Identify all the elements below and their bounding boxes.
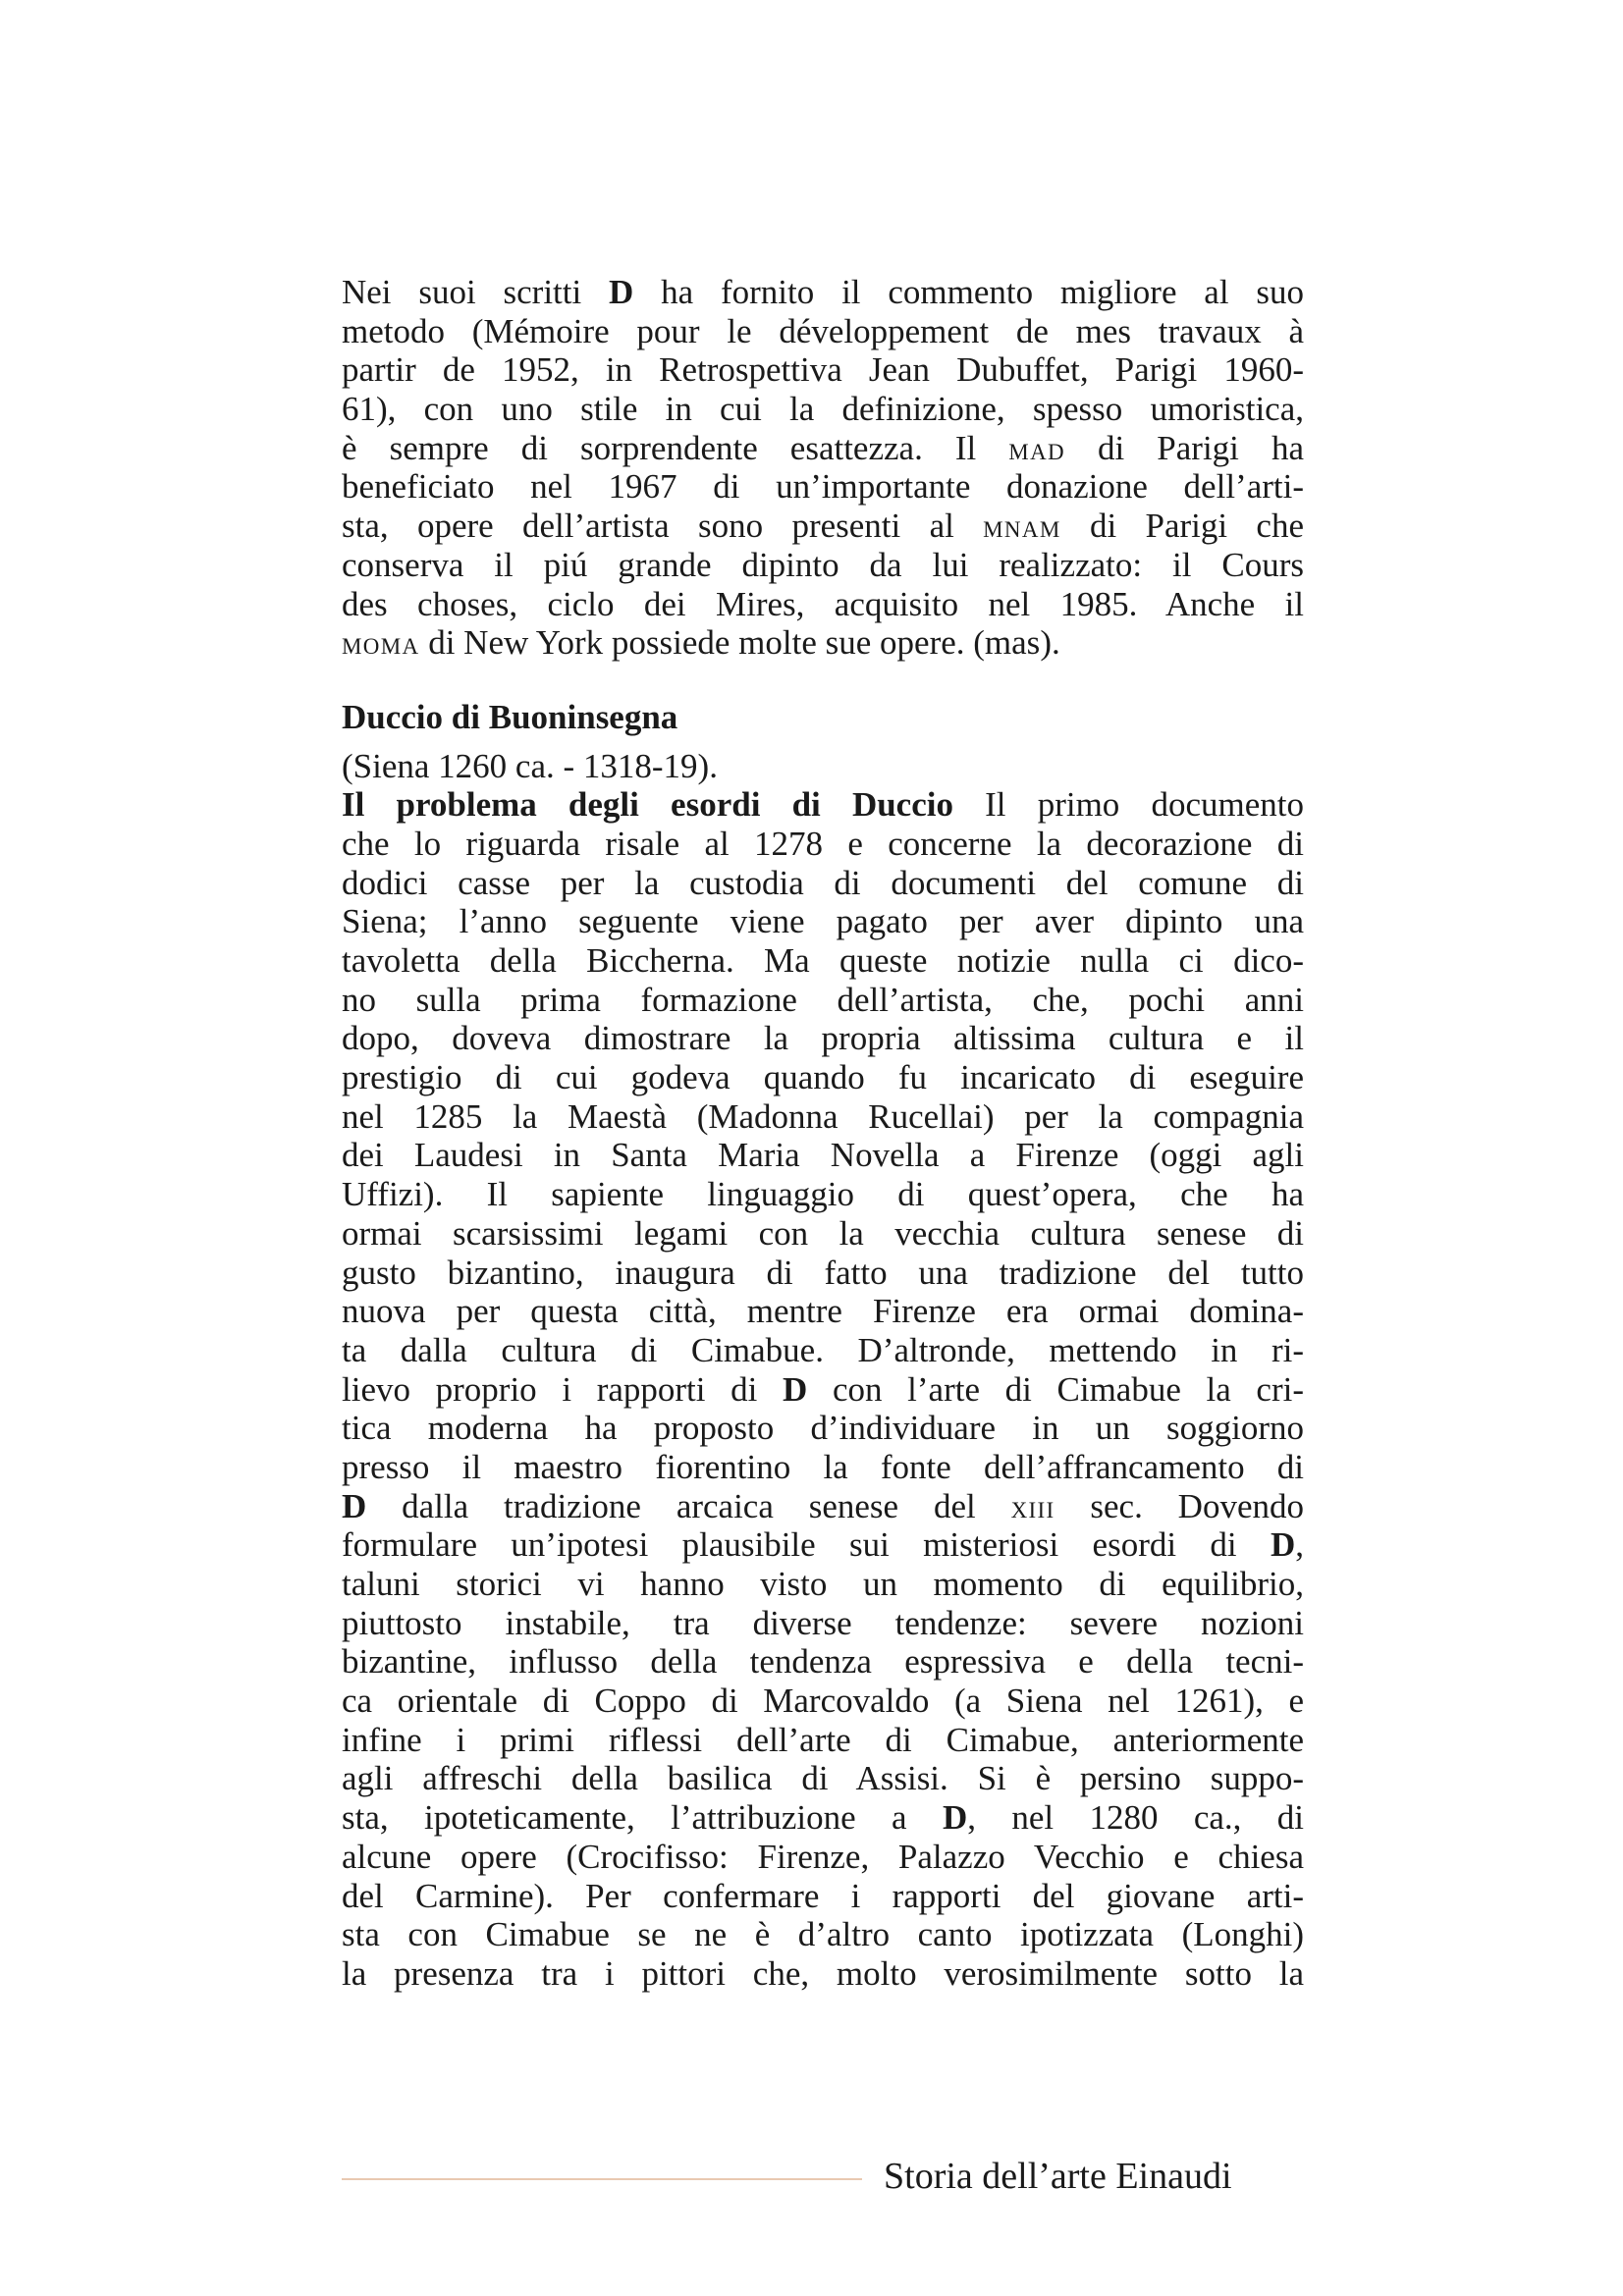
text-run: prestigio di cui godeva quando fu incaricato di eseguire (342, 1058, 1304, 1097)
text-run: : Firenze, Palazzo Vecchio e chiesa (719, 1837, 1304, 1876)
text-line (342, 1838, 1304, 1877)
text-line (342, 1370, 1304, 1410)
text-run: , Parigi 1960- (1079, 350, 1304, 390)
text-line (342, 1877, 1304, 1916)
text-line (342, 1915, 1304, 1954)
text-run: conserva il piú grande dipinto da lui realizzato: il (342, 545, 1222, 584)
text-line (342, 1448, 1304, 1487)
footer-title: Storia dell’arte Einaudi (884, 2156, 1232, 2197)
text-run: dopo, doveva dimostrare la propria altissima cultura e il (342, 1019, 1304, 1058)
text-run: alcune opere ( (342, 1837, 578, 1876)
text-run: ca orientale di Coppo di Marcovaldo (a Siena nel 1261), e (342, 1682, 1304, 1721)
italic-run: Mémoire pour le développement de mes travaux à (483, 311, 1305, 350)
bold-run: Il problema degli esordi di Duccio (342, 785, 953, 825)
text-run: ). (1040, 623, 1060, 663)
text-line (342, 1019, 1304, 1058)
text-run: ha fornito il commento migliore al suo (633, 273, 1304, 311)
italic-run: Mires (716, 584, 796, 623)
text-line (342, 1525, 1304, 1565)
text-run: dalla tradizione arcaica senese del (366, 1486, 1011, 1525)
page-body (342, 273, 1304, 1994)
text-line (342, 1954, 1304, 1994)
entry-duccio (342, 698, 1304, 1994)
text-line (342, 747, 1304, 786)
text-line (342, 1214, 1304, 1254)
text-line (342, 1292, 1304, 1331)
text-run: (Siena 1260 ca. - 1318-19). (342, 746, 718, 785)
text-line (342, 941, 1304, 981)
text-line (342, 1136, 1304, 1175)
text-run: dei Laudesi in Santa Maria Novella a Firenze (oggi agli (342, 1136, 1304, 1175)
text-run: sec. Dovendo (1055, 1486, 1304, 1525)
text-run: presso il maestro fiorentino la fonte dell’affrancamento di (342, 1447, 1304, 1486)
text-line (342, 390, 1304, 429)
text-run: taluni storici vi hanno visto un momento di equilibrio, (342, 1565, 1304, 1603)
text-run: agli affreschi della basilica di Assisi. Si è persino suppo- (342, 1759, 1304, 1798)
text-line (342, 1682, 1304, 1721)
text-line (342, 312, 1304, 351)
text-run: sta, opere dell’artista sono presenti al (342, 507, 984, 546)
text-line (342, 1058, 1304, 1097)
text-line (342, 1487, 1304, 1526)
text-run: , acquisito nel 1985. Anche il (795, 584, 1305, 623)
text-run: sta con Cimabue se ne è d’altro canto ipotizzata (Longhi) (342, 1915, 1304, 1954)
text-run: che lo riguarda risale al 1278 e concerne la decorazione di (342, 824, 1304, 863)
text-run: tavoletta della Biccherna. Ma queste notizie nulla ci dico- (342, 941, 1304, 980)
text-line (342, 1565, 1304, 1604)
text-run: infine i primi riflessi dell’arte di Cimabue, anteriormente (342, 1720, 1304, 1759)
italic-run: Madonna Rucellai (708, 1096, 983, 1136)
text-run: beneficiato nel 1967 di un’importante donazione dell’arti- (342, 467, 1304, 507)
text-run: ) per la compagnia (982, 1096, 1305, 1136)
text-line (342, 585, 1304, 624)
text-line (342, 785, 1304, 825)
text-run: di Parigi che (1060, 507, 1304, 546)
text-line (342, 1331, 1304, 1370)
text-run: di New York possiede molte sue opere. ( (419, 623, 985, 663)
text-line (342, 623, 1304, 663)
entry-dubuffet-continuation (342, 273, 1304, 663)
smallcaps-run: mnam (983, 508, 1061, 546)
text-run: metodo ( (342, 311, 484, 350)
bold-run: D (942, 1798, 968, 1838)
italic-run: des choses (342, 584, 510, 623)
text-run: piuttosto instabile, tra diverse tendenze: severe nozioni (342, 1603, 1304, 1642)
text-line (342, 864, 1304, 903)
text-line (342, 273, 1304, 312)
italic-run: mas (984, 623, 1041, 663)
text-run: del Carmine). Per confermare i rapporti del giovane arti- (342, 1876, 1304, 1915)
text-run: sta, ipoteticamente, l’attribuzione a (342, 1798, 943, 1838)
text-line (342, 1175, 1304, 1214)
text-line (342, 429, 1304, 468)
text-run: nuova per questa città, mentre Firenze era ormai domina- (342, 1292, 1304, 1331)
text-run: con l’arte di Cimabue la cri- (807, 1369, 1305, 1409)
text-run: dodici casse per la custodia di documenti del comune di (342, 863, 1304, 902)
footer-rule (342, 2178, 862, 2180)
text-run: Il primo documento (952, 785, 1304, 825)
text-line (342, 981, 1304, 1020)
italic-run: Cours (1221, 545, 1304, 584)
text-run: bizantine, influsso della tendenza espressiva e della tecni- (342, 1642, 1304, 1682)
text-line (342, 1798, 1304, 1838)
text-run: formulare un’ipotesi plausibile sui misteriosi esordi di (342, 1525, 1271, 1565)
text-run: 61), con uno stile in cui la definizione, spesso umoristica, (342, 390, 1304, 429)
text-run: è sempre di sorprendente esattezza. Il (342, 428, 1009, 467)
text-run: , in (570, 350, 660, 390)
text-line (342, 546, 1304, 585)
text-run: , ciclo dei (509, 584, 716, 623)
italic-run: Maestà (568, 1096, 668, 1136)
bold-run: D (783, 1369, 808, 1409)
text-run: , nel 1280 ca., di (967, 1798, 1304, 1838)
text-run: ormai scarsissimi legami con la vecchia cultura senese di (342, 1213, 1304, 1253)
italic-run: Crocifisso (577, 1837, 720, 1876)
bold-run: D (609, 273, 634, 311)
text-line (342, 1409, 1304, 1448)
text-line (342, 467, 1304, 507)
text-run: Siena; l’anno seguente viene pagato per aver dipinto una (342, 902, 1304, 941)
smallcaps-run: xiii (1010, 1488, 1055, 1525)
text-run: ta dalla cultura di Cimabue. D’altronde, mettendo in ri- (342, 1330, 1304, 1369)
text-run: gusto bizantino, inaugura di fatto una tradizione del tutto (342, 1253, 1304, 1292)
text-line (342, 507, 1304, 546)
text-run: lievo proprio i rapporti di (342, 1369, 784, 1409)
text-line (342, 1759, 1304, 1798)
italic-run: partir de 1952 (342, 350, 570, 390)
text-run: nel 1285 la (342, 1096, 568, 1136)
entry-heading: Duccio di Buoninsegna (342, 697, 678, 736)
bold-run: D (1270, 1525, 1296, 1565)
text-line (342, 825, 1304, 864)
text-line (342, 1721, 1304, 1760)
text-line (342, 350, 1304, 390)
smallcaps-run: mad (1008, 430, 1065, 467)
text-run: la presenza tra i pittori che, molto verosimilmente sotto la (342, 1953, 1304, 1993)
text-line (342, 1097, 1304, 1137)
text-line (342, 1254, 1304, 1293)
text-run: , (1295, 1525, 1304, 1565)
text-line (342, 1642, 1304, 1682)
text-run: di Parigi ha (1064, 428, 1304, 467)
text-run: Uffizi). Il sapiente linguaggio di quest’opera, che ha (342, 1175, 1304, 1214)
text-run: no sulla prima formazione dell’artista, che, pochi anni (342, 980, 1304, 1019)
text-run: ( (667, 1096, 709, 1136)
text-line (342, 1604, 1304, 1643)
text-run: Nei suoi scritti (342, 273, 610, 311)
italic-run: Retrospettiva Jean Dubuffet (659, 350, 1080, 390)
smallcaps-run: moma (342, 625, 420, 663)
text-line (342, 902, 1304, 941)
bold-run: D (342, 1486, 367, 1525)
text-run: tica moderna ha proposto d’individuare in un soggiorno (342, 1409, 1304, 1448)
